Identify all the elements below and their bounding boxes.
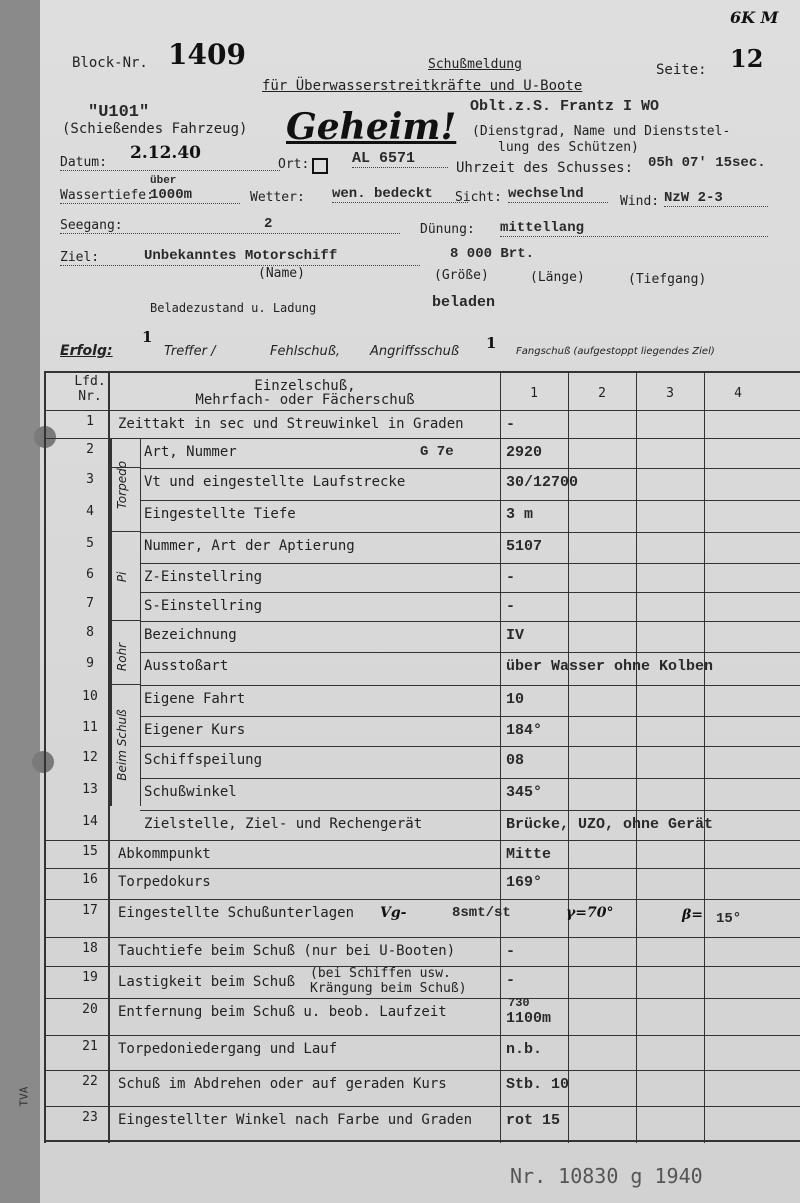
date-label: Datum:	[60, 155, 280, 171]
success-label: Erfolg:	[60, 343, 113, 359]
page-label: Seite:	[656, 62, 707, 78]
row-number: 17	[82, 903, 98, 918]
time-value: 05h 07' 15sec.	[648, 155, 766, 171]
row-value: Brücke, UZO, ohne Gerät	[506, 816, 714, 833]
row-number: 4	[86, 504, 94, 519]
draft-label: (Tiefgang)	[628, 272, 707, 287]
target-value: Unbekanntes Motorschiff	[144, 248, 338, 264]
col-header-1: 1	[530, 386, 538, 401]
row-label-note-2: Krängung beim Schuß)	[310, 981, 467, 996]
col-header-3: 3	[666, 386, 674, 401]
row-value: -	[506, 569, 516, 586]
side-mark: TVA	[17, 1086, 31, 1107]
row-value: 3 m	[506, 506, 534, 523]
row-value: 30/12700	[506, 474, 579, 491]
beta-label: β=	[682, 907, 704, 923]
row-label: Z-Einstellring	[144, 569, 263, 585]
target-label: Ziel:	[60, 250, 420, 266]
row-label: Lastigkeit beim Schuß	[118, 974, 296, 990]
sea-label: Seegang:	[60, 218, 400, 234]
row-number: 12	[82, 750, 98, 765]
gamma-value: γ=70°	[566, 905, 614, 921]
block-number: 1409	[168, 38, 246, 71]
row-value: -	[506, 416, 516, 433]
form-subtitle: für Überwasserstreitkräfte und U-Boote	[262, 78, 583, 94]
row-value: -	[506, 943, 516, 960]
target-size: 8 000 Brt.	[450, 246, 535, 262]
row-label: Schiffspeilung	[144, 752, 263, 768]
load-value: beladen	[432, 294, 496, 311]
row-value: 169°	[506, 874, 543, 891]
block-label: Block-Nr.	[72, 55, 148, 71]
row-value: 08	[506, 752, 525, 769]
row-value: 345°	[506, 784, 543, 801]
row-number: 18	[82, 941, 98, 956]
row-label: Eigener Kurs	[144, 722, 246, 738]
officer-name: Oblt.z.S. Frantz I WO	[470, 98, 660, 115]
group-rohr: Rohr	[115, 642, 129, 672]
row-number: 14	[82, 814, 98, 829]
row-label: Eingestellte Tiefe	[144, 506, 296, 522]
page-number: 12	[730, 44, 764, 73]
sea-value: 2	[264, 216, 273, 232]
officer-label-1: (Dienstgrad, Name und Dienststel-	[472, 124, 731, 139]
row-label: Torpedoniedergang und Lauf	[118, 1041, 338, 1057]
row-label: Entfernung beim Schuß u. beob. Laufzeit	[118, 1004, 447, 1020]
row-number: 11	[82, 720, 98, 735]
row-label: Schußwinkel	[144, 784, 237, 800]
corner-mark: 6K M	[730, 8, 779, 27]
depth-value-top: über	[150, 175, 177, 187]
row-number: 21	[82, 1039, 98, 1054]
row-label: Eingestellte Schußunterlagen	[118, 905, 355, 921]
place-box	[312, 158, 328, 174]
boat-name: "U101"	[88, 103, 150, 122]
row-label: Abkommpunkt	[118, 846, 211, 862]
row-value: rot 15	[506, 1112, 561, 1129]
row-label: Torpedokurs	[118, 874, 211, 890]
hits-label: Treffer /	[164, 344, 216, 359]
col-header-4: 4	[734, 386, 742, 401]
depth-label: Wassertiefe:	[60, 188, 240, 204]
col-header-desc-1: Einzelschuß,	[254, 378, 356, 394]
row-number: 23	[82, 1110, 98, 1125]
row-number: 5	[86, 536, 94, 551]
col-header-2: 2	[598, 386, 606, 401]
length-label: (Länge)	[530, 270, 585, 285]
group-torpedo: Torpedo	[115, 460, 129, 510]
swell-value: mittellang	[500, 220, 768, 237]
row-value: Mitte	[506, 846, 552, 863]
row-label: Tauchtiefe beim Schuß (nur bei U-Booten)	[118, 943, 456, 959]
row-number: 16	[82, 872, 98, 887]
secret-stamp: Geheim!	[286, 106, 457, 148]
row-label: Bezeichnung	[144, 627, 237, 643]
row-value: 1100m	[506, 1010, 552, 1027]
row-number: 1	[86, 414, 94, 429]
group-beim-schuss: Beim Schuß	[115, 709, 129, 781]
row-number: 13	[82, 782, 98, 797]
row-number: 6	[86, 567, 94, 582]
archive-stamp: Nr. 10830 g 1940	[510, 1164, 703, 1188]
attack-value: 1	[486, 334, 497, 352]
name-label: (Name)	[258, 266, 305, 281]
row-label: Schuß im Abdrehen oder auf geraden Kurs	[118, 1076, 447, 1092]
row-value: 2920	[506, 444, 543, 461]
load-label: Beladezustand u. Ladung	[150, 301, 317, 315]
row-label-note-1: (bei Schiffen usw.	[310, 966, 451, 981]
group-pi: Pi	[115, 571, 129, 583]
row-label: Zielstelle, Ziel- und Rechengerät	[144, 816, 423, 832]
form-title: Schußmeldung	[428, 57, 522, 72]
wind-value: NzW 2-3	[664, 190, 768, 207]
col-header-desc-2: Mehrfach- oder Fächerschuß	[195, 392, 415, 408]
hits-value: 1	[142, 328, 153, 346]
row-number: 2	[86, 442, 94, 457]
misses-label: Fehlschuß,	[270, 344, 341, 359]
swell-label: Dünung:	[420, 222, 475, 237]
row-value: Stb. 10	[506, 1076, 570, 1093]
col-header-nr: Nr.	[78, 389, 102, 404]
vg-value: 8smt/st	[452, 905, 511, 921]
catch-label: Fangschuß (aufgestoppt liegendes Ziel)	[516, 346, 715, 357]
torpedo-type: G 7e	[420, 444, 454, 460]
time-label: Uhrzeit des Schusses:	[456, 160, 634, 176]
row-value: -	[506, 972, 516, 989]
row-number: 8	[86, 625, 94, 640]
depth-value: 1000m	[150, 187, 193, 203]
row-value: -	[506, 598, 516, 615]
row-label: Eigene Fahrt	[144, 691, 246, 707]
row-label: Eingestellter Winkel nach Farbe und Graden	[118, 1112, 473, 1128]
officer-label-2: lung des Schützen)	[498, 140, 639, 155]
sight-value: wechselnd	[508, 186, 608, 203]
row-value: n.b.	[506, 1041, 543, 1058]
place-label: Ort:	[278, 157, 310, 172]
row-label: Zeittakt in sec und Streuwinkel in Graden	[118, 416, 464, 432]
row-number: 19	[82, 970, 98, 985]
row-value: 184°	[506, 722, 543, 739]
size-label: (Größe)	[434, 268, 489, 283]
row-label: Vt und eingestellte Laufstrecke	[144, 474, 406, 490]
row-number: 22	[82, 1074, 98, 1089]
row-label: Ausstoßart	[144, 658, 229, 674]
boat-label: (Schießendes Fahrzeug)	[62, 121, 248, 137]
row-number: 9	[86, 656, 94, 671]
col-header-lfd: Lfd.	[74, 374, 106, 389]
weather-label: Wetter:	[250, 190, 305, 205]
beta-value: 15°	[716, 911, 742, 927]
date-value: 2.12.40	[130, 143, 201, 163]
row-value: 5107	[506, 538, 543, 555]
sight-label: Sicht:	[455, 190, 502, 205]
row-number: 15	[82, 844, 98, 859]
row-number: 7	[86, 596, 94, 611]
place-value: AL 6571	[352, 150, 448, 168]
attack-label: Angriffsschuß	[370, 344, 460, 359]
row-label: Art, Nummer	[144, 444, 237, 460]
vg-label: Vg-	[380, 905, 407, 921]
row-value: IV	[506, 627, 525, 644]
row-number: 20	[82, 1002, 98, 1017]
row-label: S-Einstellring	[144, 598, 263, 614]
row-number: 10	[82, 689, 98, 704]
wind-label: Wind:	[620, 194, 660, 209]
row-label: Nummer, Art der Aptierung	[144, 538, 355, 554]
row-value-a: 730	[508, 996, 530, 1010]
row-value: 10	[506, 691, 525, 708]
row-value: über Wasser ohne Kolben	[506, 658, 714, 675]
row-number: 3	[86, 472, 94, 487]
weather-value: wen. bedeckt	[332, 186, 468, 203]
